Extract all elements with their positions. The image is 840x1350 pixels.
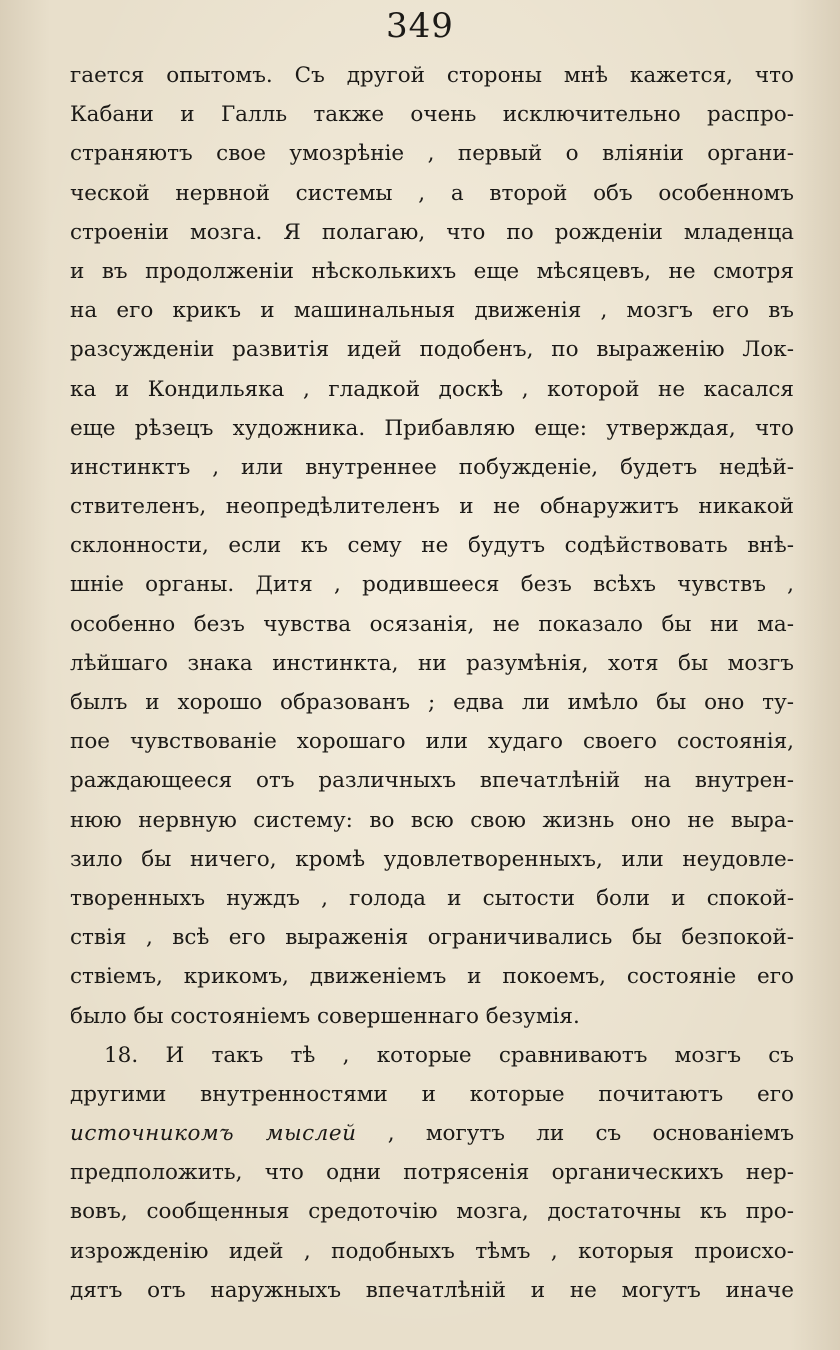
text-line: страняютъ свое умозрѣніе , первый о вліяніи органи- <box>70 141 794 167</box>
paragraph-18-line: вовъ, сообщенныя средоточію мозга, достаточны къ про- <box>70 1199 794 1225</box>
text-span: , могутъ ли съ основаніемъ <box>356 1121 794 1147</box>
text-line: гается опытомъ. Съ другой стороны мнѣ кажется, что <box>70 63 794 88</box>
text-line: ствителенъ, неопредѣлителенъ и не обнаружитъ никакой <box>70 494 794 520</box>
text-line: ствіемъ, крикомъ, движеніемъ и покоемъ, состояніе его <box>70 964 794 990</box>
text-line: разсужденіи развитія идей подобенъ, по выраженію Лок- <box>70 337 794 363</box>
text-line: шніе органы. Дитя , родившееся безъ всѣхъ чувствъ , <box>70 572 794 598</box>
text-line: зило бы ничего, кромѣ удовлетворенныхъ, или неудовле- <box>70 846 794 872</box>
text-line: ствія , всѣ его выраженія ограничивались бы безпокой- <box>70 925 794 951</box>
text-line: и въ продолженіи нѣсколькихъ еще мѣсяцевъ, не смотря <box>70 258 794 284</box>
text-line: пое чувствованіе хорошаго или худаго своего состоянія, <box>70 729 794 755</box>
page-text <box>70 56 794 1310</box>
paragraph-18-line: предположить, что одни потрясенія органическихъ нер- <box>70 1160 794 1186</box>
text-line: Кабани и Галль также очень исключительно распро- <box>70 102 794 128</box>
text-line: строеніи мозга. Я полагаю, что по рожденіи младенца <box>70 219 794 245</box>
paragraph-18-line: изрожденію идей , подобныхъ тѣмъ , которыя происхо- <box>70 1238 794 1264</box>
text-line: было бы состояніемъ совершеннаго безумія. <box>70 1003 580 1029</box>
paragraph-18-line <box>70 1114 794 1153</box>
text-line: инстинктъ , или внутреннее побужденіе, будетъ недѣй- <box>70 454 794 480</box>
text-line: творенныхъ нуждъ , голода и сытости боли и спокой- <box>70 885 794 911</box>
paragraph-18-line: 18. И такъ тѣ , которые сравниваютъ мозгъ съ <box>104 1042 794 1068</box>
paragraph-18-line: дятъ отъ наружныхъ впечатлѣній и не могутъ иначе <box>70 1277 794 1303</box>
text-line: лѣйшаго знака инстинкта, ни разумѣнія, хотя бы мозгъ <box>70 650 794 676</box>
italic-phrase: источникомъ мыслей <box>70 1121 357 1147</box>
text-line: еще рѣзецъ художника. Прибавляю еще: утверждая, что <box>70 415 794 441</box>
paragraph-18-line: другими внутренностями и которые почитаютъ его <box>70 1081 794 1107</box>
text-line: нюю нервную систему: во всю свою жизнь оно не выра- <box>70 807 794 833</box>
text-line: склонности, если къ сему не будутъ содѣйствовать внѣ- <box>70 533 794 559</box>
text-line: былъ и хорошо образованъ ; едва ли имѣло бы оно ту- <box>70 690 794 715</box>
text-line: ка и Кондильяка , гладкой доскѣ , которой не касался <box>70 376 794 402</box>
text-line: раждающееся отъ различныхъ впечатлѣній на внутрен- <box>70 768 794 794</box>
text-line: ческой нервной системы , а второй объ особенномъ <box>70 180 794 206</box>
page-number: 349 <box>386 6 454 46</box>
text-line: на его крикъ и машинальныя движенія , мозгъ его въ <box>70 298 794 324</box>
text-line: особенно безъ чувства осязанія, не показало бы ни ма- <box>70 611 794 637</box>
